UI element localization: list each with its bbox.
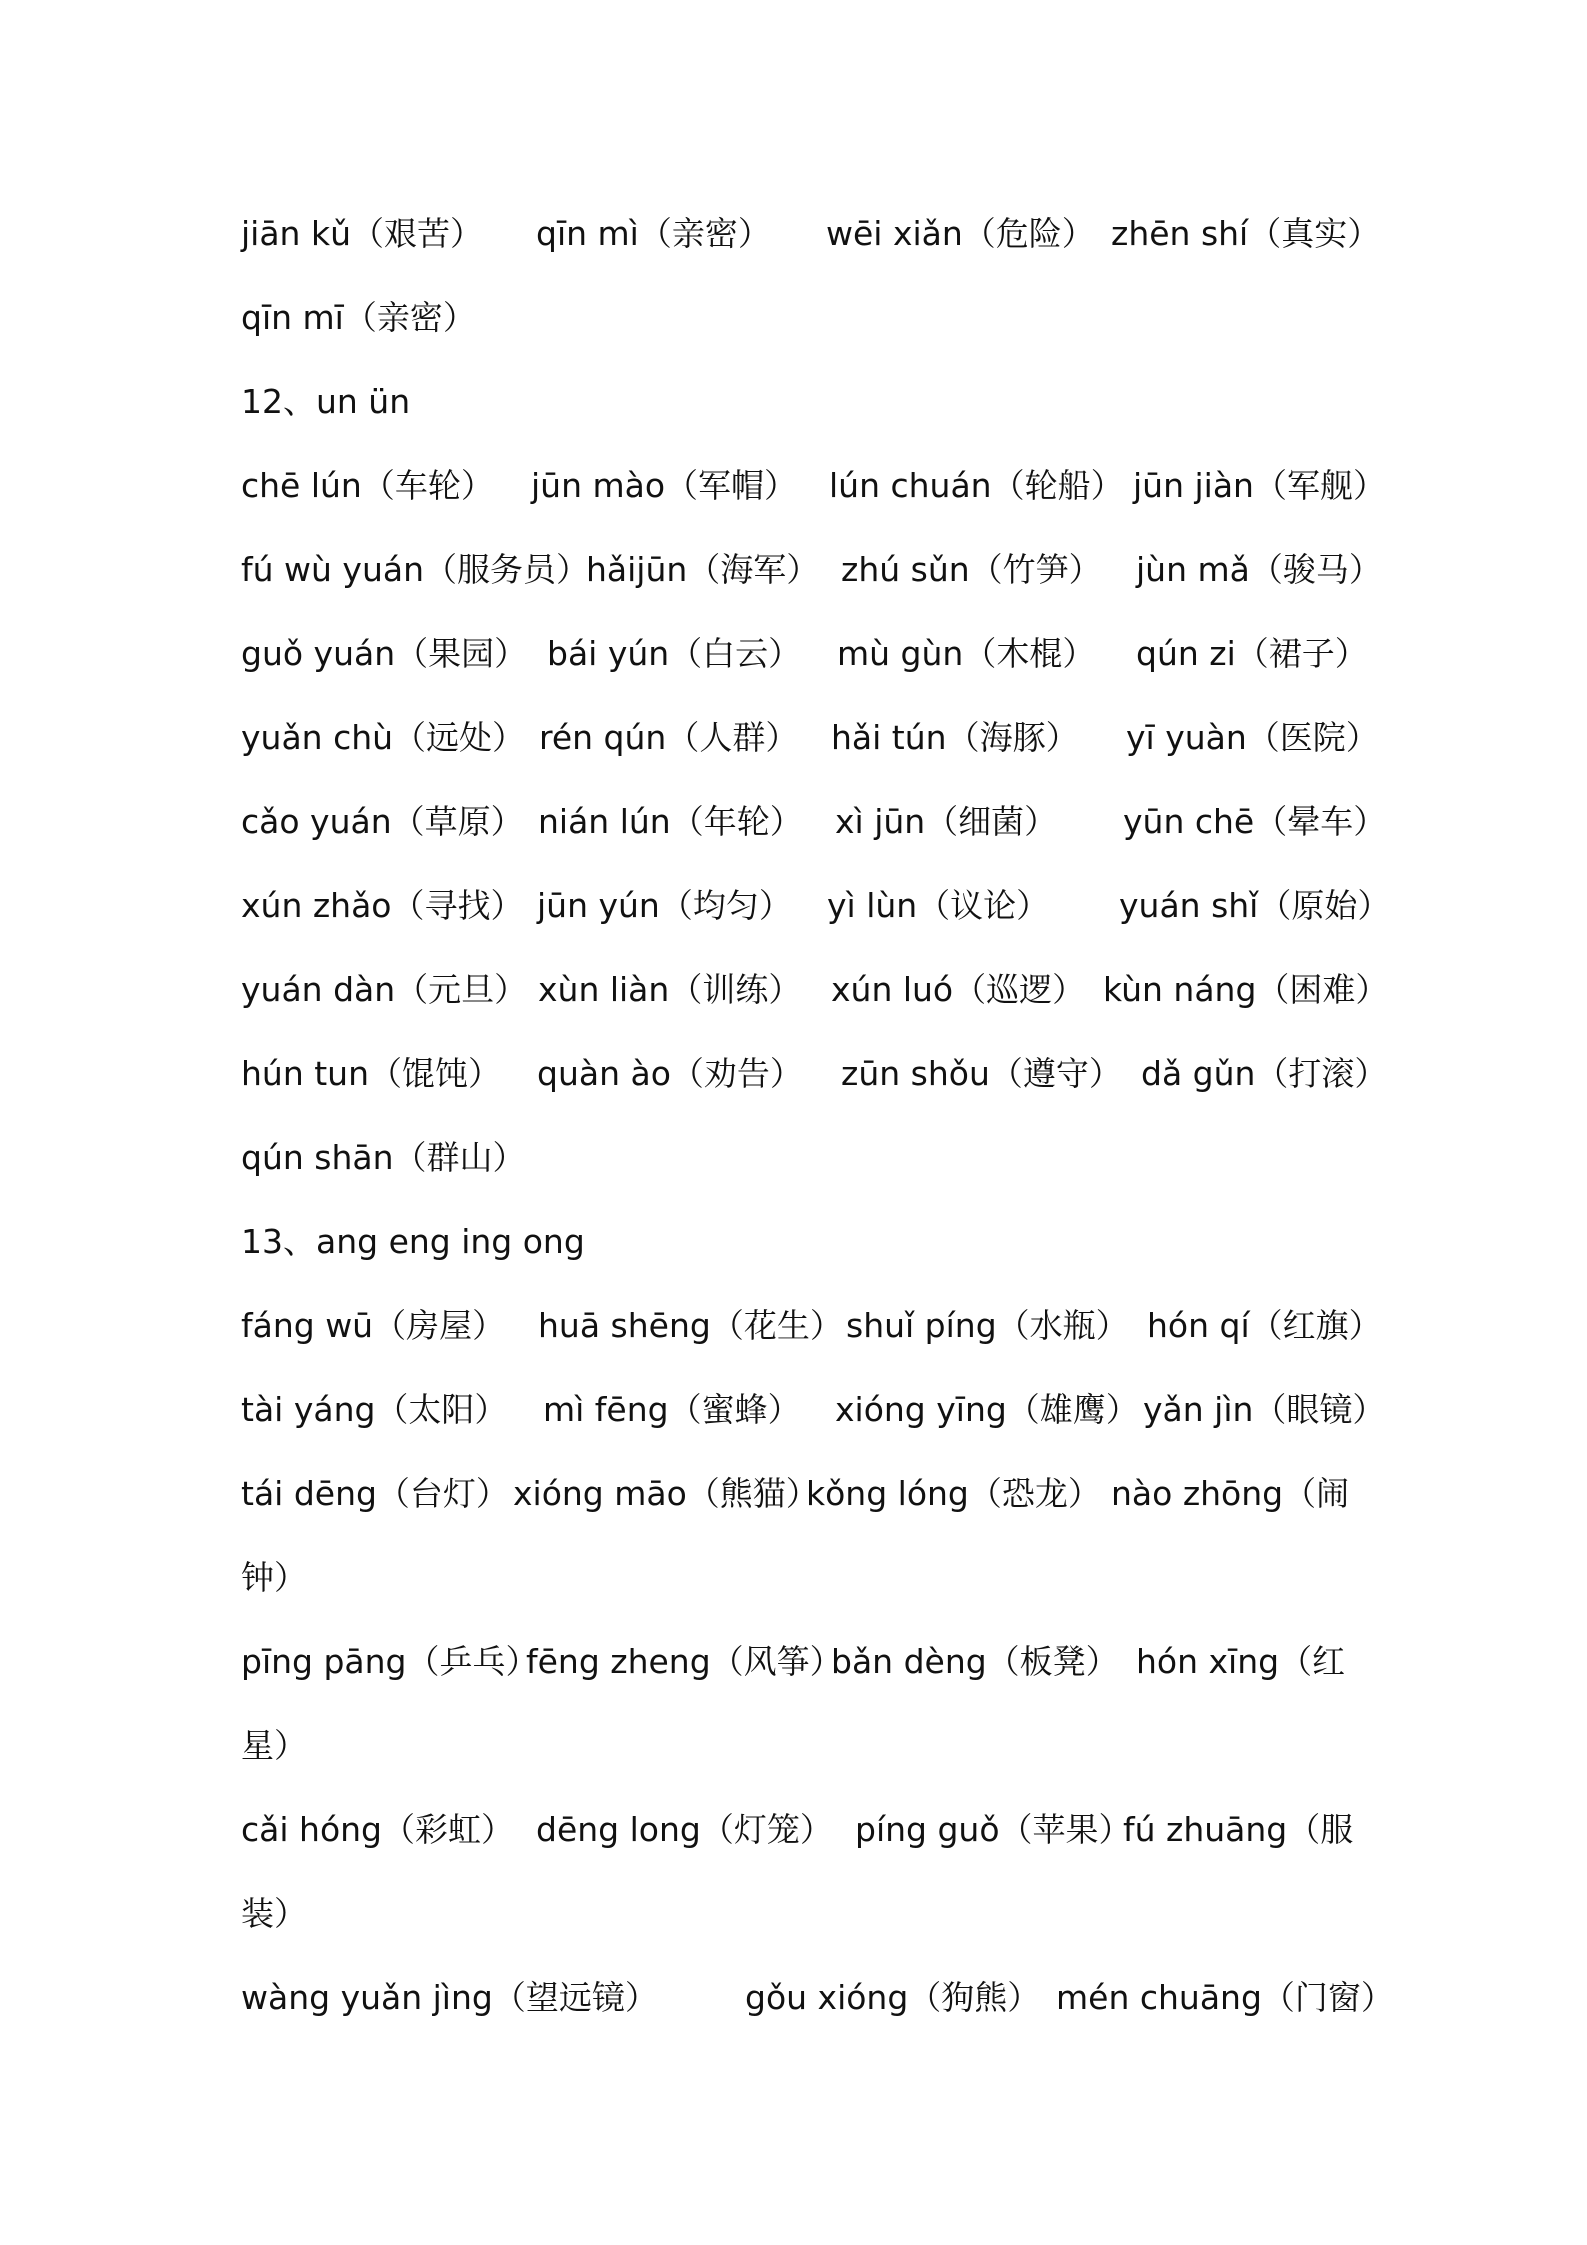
word-row bbox=[241, 708, 1379, 768]
word-entry: hón qí（红旗） bbox=[1147, 1306, 1382, 1345]
word-entry: yūn chē（晕车） bbox=[1123, 802, 1387, 841]
word-row bbox=[241, 1884, 1371, 1944]
word-entry: bái yún（白云） bbox=[547, 634, 802, 673]
word-entry: 星） bbox=[241, 1726, 307, 1765]
word-entry: fú wù yuán（服务员） bbox=[241, 550, 589, 589]
word-row bbox=[241, 204, 1381, 264]
word-row bbox=[241, 456, 1386, 516]
word-entry: lún chuán（轮船） bbox=[829, 466, 1124, 505]
word-entry: kùn náng（困难） bbox=[1103, 970, 1389, 1009]
word-entry: hún tun（馄饨） bbox=[241, 1054, 502, 1093]
word-entry: qún shān（群山） bbox=[241, 1138, 526, 1177]
word-entry: pīng pāng（乒乓） bbox=[241, 1642, 539, 1681]
word-entry: nián lún（年轮） bbox=[538, 802, 803, 841]
word-entry: xún luó（巡逻） bbox=[831, 970, 1086, 1009]
word-entry: yì lùn（议论） bbox=[827, 886, 1050, 925]
word-entry: fēng zheng（风筝） bbox=[526, 1642, 843, 1681]
word-entry: wàng yuǎn jìng（望远镜） bbox=[241, 1978, 658, 2017]
word-entry: cǎo yuán（草原） bbox=[241, 802, 524, 841]
word-row bbox=[241, 1632, 1371, 1692]
word-row bbox=[241, 1716, 1371, 1776]
word-entry: yuán dàn（元旦） bbox=[241, 970, 528, 1009]
word-entry: qīn mī（亲密） bbox=[241, 298, 476, 337]
word-row bbox=[241, 1380, 1386, 1440]
word-row bbox=[241, 288, 1371, 348]
word-row bbox=[241, 792, 1387, 852]
word-row bbox=[241, 540, 1382, 600]
word-entry: píng guǒ（苹果） bbox=[855, 1810, 1132, 1849]
word-row bbox=[241, 876, 1391, 936]
word-entry: qún zi（裙子） bbox=[1136, 634, 1368, 673]
word-entry: zhú sǔn（竹笋） bbox=[841, 550, 1102, 589]
word-entry: mì fēng（蜜蜂） bbox=[543, 1390, 801, 1429]
word-row bbox=[241, 960, 1389, 1020]
word-entry: zūn shǒu（遵守） bbox=[841, 1054, 1122, 1093]
word-entry: gǒu xióng（狗熊） bbox=[745, 1978, 1041, 2017]
word-entry: jūn jiàn（军舰） bbox=[1133, 466, 1386, 505]
word-entry: jiān kǔ（艰苦） bbox=[241, 214, 483, 253]
word-entry: guǒ yuán（果园） bbox=[241, 634, 528, 673]
word-entry: qīn mì（亲密） bbox=[536, 214, 771, 253]
word-entry: yuǎn chù（远处） bbox=[241, 718, 526, 757]
word-entry: xùn liàn（训练） bbox=[538, 970, 802, 1009]
word-entry: jùn mǎ（骏马） bbox=[1136, 550, 1382, 589]
word-entry: mén chuāng（门窗） bbox=[1056, 1978, 1394, 2017]
section-heading: 13、ang eng ing ong bbox=[241, 1222, 585, 1261]
word-entry: fú zhuāng（服 bbox=[1123, 1810, 1354, 1849]
word-entry: jūn yún（均匀） bbox=[537, 886, 792, 925]
word-entry: rén qún（人群） bbox=[539, 718, 799, 757]
word-entry: huā shēng（花生） bbox=[538, 1306, 843, 1345]
word-row bbox=[241, 1548, 1371, 1608]
word-entry: zhēn shí（真实） bbox=[1111, 214, 1381, 253]
word-entry: shuǐ píng（水瓶） bbox=[846, 1306, 1129, 1345]
word-entry: xì jūn（细菌） bbox=[835, 802, 1058, 841]
word-entry: hǎijūn（海军） bbox=[586, 550, 820, 589]
word-entry: tái dēng（台灯） bbox=[241, 1474, 509, 1513]
word-row bbox=[241, 1128, 1371, 1188]
word-row bbox=[241, 1464, 1371, 1524]
word-entry: jūn mào（军帽） bbox=[531, 466, 798, 505]
word-entry: chē lún（车轮） bbox=[241, 466, 494, 505]
word-row bbox=[241, 624, 1371, 684]
word-entry: dēng long（灯笼） bbox=[536, 1810, 833, 1849]
word-entry: fáng wū（房屋） bbox=[241, 1306, 506, 1345]
word-entry: yī yuàn（医院） bbox=[1126, 718, 1379, 757]
word-entry: cǎi hóng（彩虹） bbox=[241, 1810, 514, 1849]
word-row bbox=[241, 1968, 1394, 2028]
word-entry: bǎn dèng（板凳） bbox=[831, 1642, 1119, 1681]
word-entry: nào zhōng（闹 bbox=[1111, 1474, 1350, 1513]
word-entry: mù gùn（木棍） bbox=[837, 634, 1096, 673]
word-entry: xióng māo（熊猫） bbox=[513, 1474, 819, 1513]
word-entry: tài yáng（太阳） bbox=[241, 1390, 508, 1429]
word-row bbox=[241, 1296, 1382, 1356]
word-entry: hǎi tún（海豚） bbox=[831, 718, 1079, 757]
word-row bbox=[241, 1800, 1371, 1860]
word-entry: yuán shǐ（原始） bbox=[1119, 886, 1391, 925]
word-entry: quàn ào（劝告） bbox=[537, 1054, 803, 1093]
word-entry: xún zhǎo（寻找） bbox=[241, 886, 524, 925]
word-entry: hón xīng（红 bbox=[1136, 1642, 1346, 1681]
word-entry: 装） bbox=[241, 1894, 307, 1933]
section-heading: 12、un ün bbox=[241, 382, 411, 421]
word-entry: yǎn jìn（眼镜） bbox=[1143, 1390, 1386, 1429]
word-entry: xióng yīng（雄鹰） bbox=[835, 1390, 1139, 1429]
word-entry: wēi xiǎn（危险） bbox=[826, 214, 1095, 253]
word-entry: 钟） bbox=[241, 1558, 307, 1597]
word-entry: dǎ gǔn（打滚） bbox=[1141, 1054, 1388, 1093]
word-entry: kǒng lóng（恐龙） bbox=[806, 1474, 1101, 1513]
word-row bbox=[241, 1044, 1388, 1104]
